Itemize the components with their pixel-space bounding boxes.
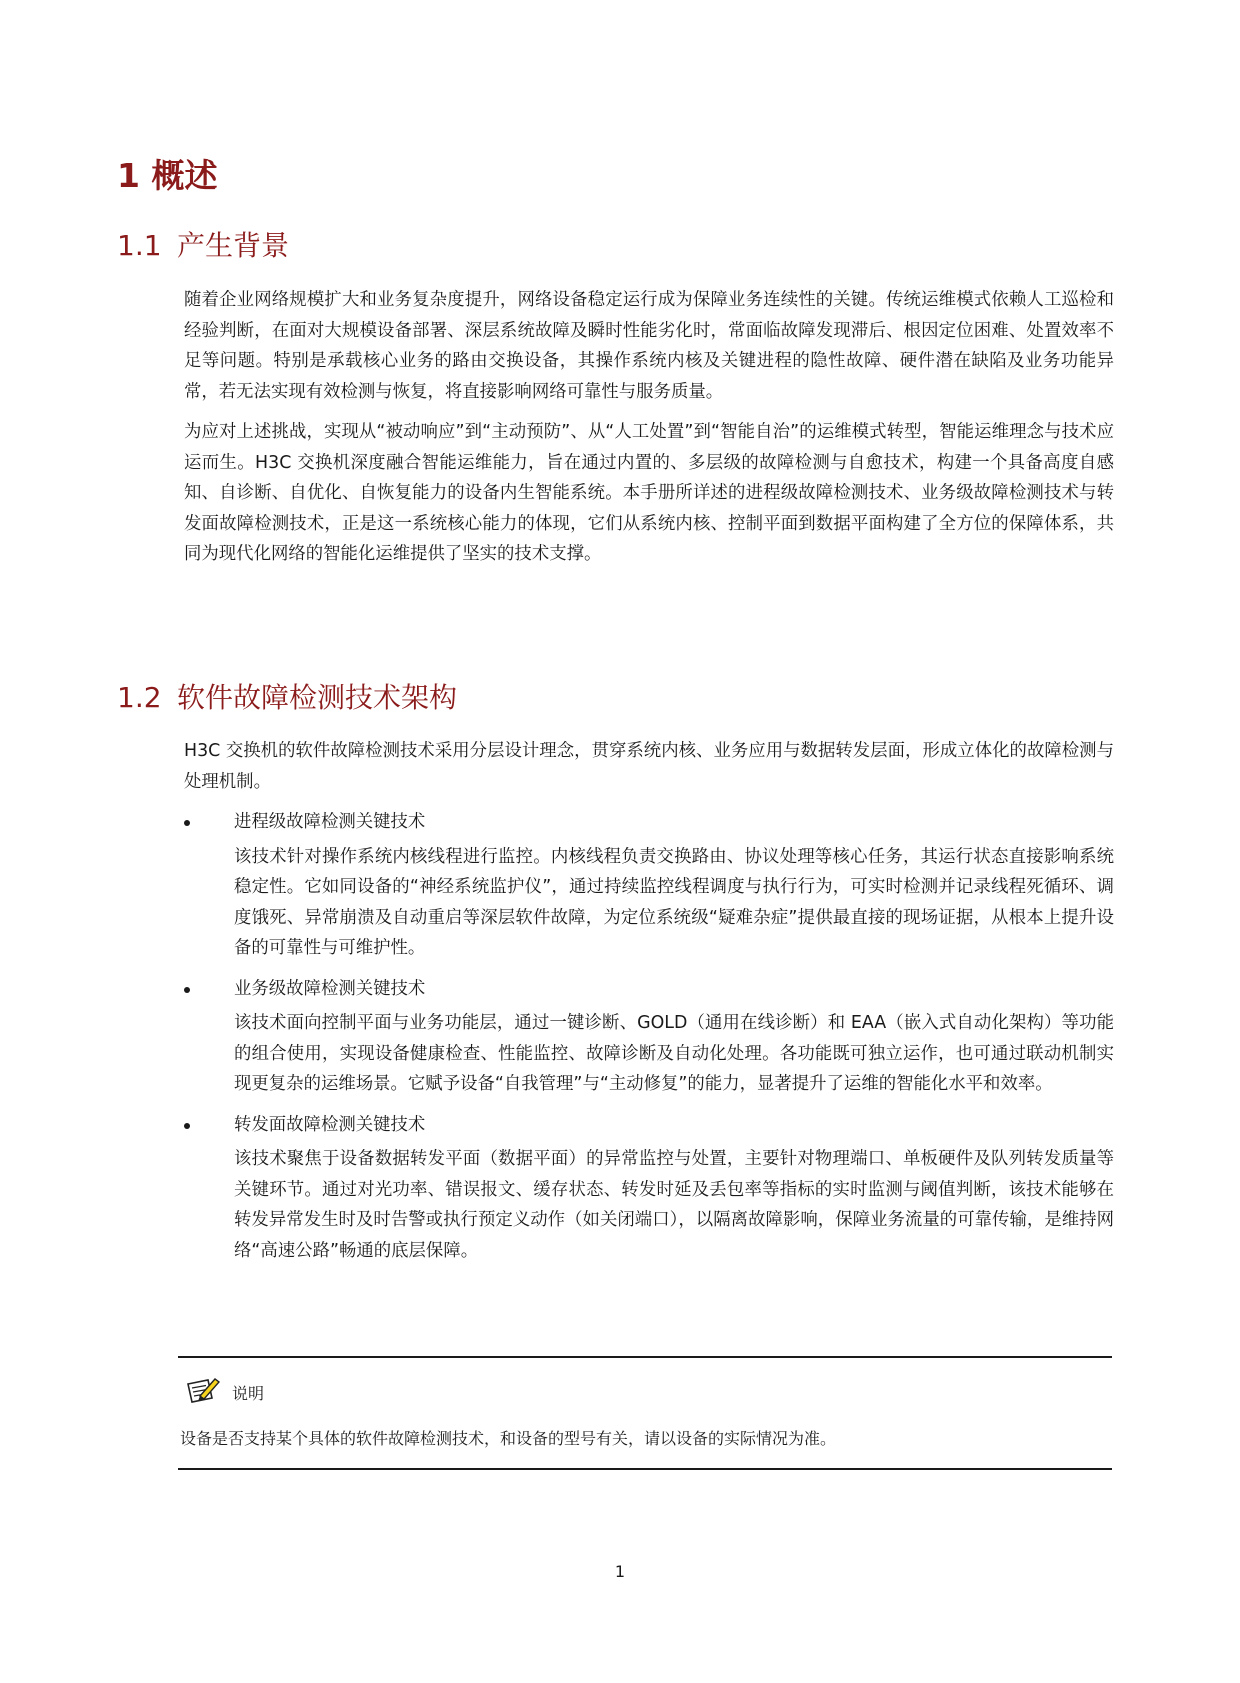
paragraph: 随着企业网络规模扩大和业务复杂度提升，网络设备稳定运行成为保障业务连续性的关键。传统运维模式依赖人工巡检和经验判断，在面对大规模设备部署、深层系统故障及瞬时性能劣化时，常面临故障发现滞后、根因定位困难、处置效率不足等问题。特别是承载核心业务的路由交换设备，其操作系统内核及关键进程的隐性故障、硬件潜在缺陷及业务功能异常，若无法实现有效检测与恢复，将直接影响网络可靠性与服务质量。	[184, 290, 1114, 402]
section-number: 1.2	[117, 681, 162, 714]
section-number: 1.1	[117, 229, 162, 262]
bullet-heading: 转发面故障检测关键技术	[234, 1114, 426, 1135]
section-body-architecture	[184, 736, 1114, 1276]
chapter-number: 1	[117, 156, 140, 195]
note-label: 说明	[232, 1384, 265, 1403]
bullet-heading-wrap	[184, 974, 1114, 1005]
section-title-text: 软件故障检测技术架构	[177, 681, 458, 714]
section-title-architecture	[117, 676, 457, 716]
bullet-item	[184, 1110, 1114, 1267]
section-title-text: 产生背景	[177, 229, 290, 262]
bullet-body: 该技术聚焦于设备数据转发平面（数据平面）的异常监控与处置，主要针对物理端口、单板硬件及队列转发质量等关键环节。通过对光功率、错误报文、缓存状态、转发时延及丢包率等指标的实时监测与阈值判断，该技术能够在转发异常发生时及时告警或执行预定义动作（如关闭端口），以隔离故障影响，保障业务流量的可靠传输，是维持网络“高速公路”畅通的底层保障。	[234, 1149, 1114, 1261]
bullet-body: 该技术面向控制平面与业务功能层，通过一键诊断、GOLD（通用在线诊断）和 EAA（嵌入式自动化架构）等功能的组合使用，实现设备健康检查、性能监控、故障诊断及自动化处理。各功能既可独立运作，也可通过联动机制实现更复杂的运维场景。它赋予设备“自我管理”与“主动修复”的能力，显著提升了运维的智能化水平和效率。	[234, 1013, 1114, 1094]
bullet-heading: 业务级故障检测关键技术	[234, 978, 426, 999]
bullet-item	[184, 807, 1114, 964]
bullet-dot-icon	[184, 1123, 190, 1129]
bullet-dot-icon	[184, 987, 190, 993]
chapter-title-text: 概述	[151, 156, 218, 195]
note-text: 设备是否支持某个具体的软件故障检测技术，和设备的型号有关，请以设备的实际情况为准。	[180, 1429, 837, 1448]
section-title-background	[117, 224, 289, 264]
page-number: 1	[614, 1562, 626, 1581]
bullet-heading-wrap	[184, 1110, 1114, 1141]
note-pencil-icon	[186, 1376, 220, 1404]
bullet-heading-wrap	[184, 807, 1114, 838]
bullet-body: 该技术针对操作系统内核线程进行监控。内核线程负责交换路由、协议处理等核心任务，其运行状态直接影响系统稳定性。它如同设备的“神经系统监护仪”，通过持续监控线程调度与执行行为，可实时检测并记录线程死循环、调度饿死、异常崩溃及自动重启等深层软件故障，为定位系统级“疑难杂症”提供最直接的现场证据，从根本上提升设备的可靠性与可维护性。	[234, 846, 1114, 958]
intro-paragraph: H3C 交换机的软件故障检测技术采用分层设计理念，贯穿系统内核、业务应用与数据转发层面，形成立体化的故障检测与处理机制。	[184, 741, 1114, 792]
bullet-dot-icon	[184, 820, 190, 826]
note-box	[178, 1356, 1112, 1470]
bullet-heading: 进程级故障检测关键技术	[234, 812, 426, 832]
paragraph: 为应对上述挑战，实现从“被动响应”到“主动预防”、从“人工处置”到“智能自治”的运维模式转型，智能运维理念与技术应运而生。H3C 交换机深度融合智能运维能力，旨在通过内置的、多层级的故障检测与自愈技术，构建一个具备高度自感知、自诊断、自优化、自恢复能力的设备内生智能系统。本手册所详述的进程级故障检测技术、业务级故障检测技术与转发面故障检测技术，正是这一系统核心能力的体现，它们从系统内核、控制平面到数据平面构建了全方位的保障体系，共同为现代化网络的智能化运维提供了坚实的技术支撑。	[184, 422, 1114, 564]
section-body-background	[184, 285, 1114, 580]
chapter-title	[117, 150, 217, 197]
bullet-item	[184, 974, 1114, 1100]
